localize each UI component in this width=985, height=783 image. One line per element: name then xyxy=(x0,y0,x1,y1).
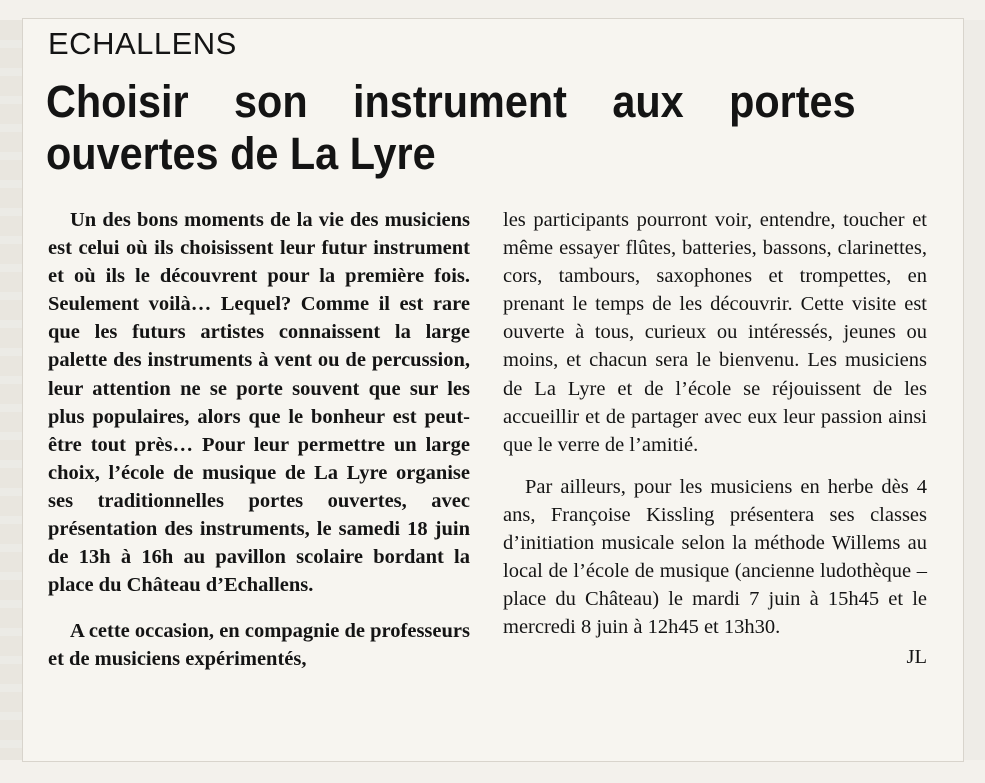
body-paragraph-1-start: A cette occasion, en compagnie de professeurs et de musiciens expérimentés, xyxy=(48,620,470,671)
article-column-right xyxy=(503,206,927,672)
adjacent-page-edge xyxy=(0,20,22,760)
headline-line-1: Choisir son instrument aux portes xyxy=(46,76,856,127)
author-signature: JL xyxy=(906,646,927,669)
article-kicker: ECHALLENS xyxy=(48,26,237,61)
headline-line-2: ouvertes de La Lyre xyxy=(46,128,436,179)
paragraph-gap xyxy=(503,459,927,473)
body-paragraph-2: Par ailleurs, pour les musiciens en herbe dès 4 ans, Françoise Kissling présentera ses classes d’initiation musicale selon la méthode Willems au local de l’école de musique (ancienne ludothèque – place du Château) le mardi 7 juin à 15h45 et le mercredi 8 juin à 12h45 et 13h30. xyxy=(503,475,927,639)
article-column-left xyxy=(48,206,470,674)
body-paragraph-1-continued: les participants pourront voir, entendre, toucher et même essayer flûtes, batteries, bassons, clarinettes, cors, tambours, saxophones et trompettes, en prenant le temps de les découvrir. Cette visite est ouverte à tous, curieux ou intéressés, jeunes ou moins, et chacun sera le bienvenu. Les musiciens de La Lyre et de l’école se réjouissent de les accueillir et de partager avec eux leur passion ainsi que le verre de l’amitié. xyxy=(503,209,927,456)
paragraph-gap xyxy=(48,599,470,617)
article-headline xyxy=(46,76,856,180)
page-margin-right xyxy=(963,20,985,760)
lead-paragraph: Un des bons moments de la vie des musiciens est celui où ils choisissent leur futur instrument et où ils le découvrent pour la première fois. Seulement voilà… Lequel? Comme il est rare que les futurs artistes connaissent la large palette des instruments à vent ou de percussion, leur attention ne se porte souvent que sur les plus populaires, alors que le bonheur est peut-être tout près… Pour leur permettre un large choix, l’école de musique de La Lyre organise ses traditionnelles portes ouvertes, avec présentation des instruments, le samedi 18 juin de 13h à 16h au pavillon scolaire bordant la place du Château d’Echallens. xyxy=(48,209,470,597)
